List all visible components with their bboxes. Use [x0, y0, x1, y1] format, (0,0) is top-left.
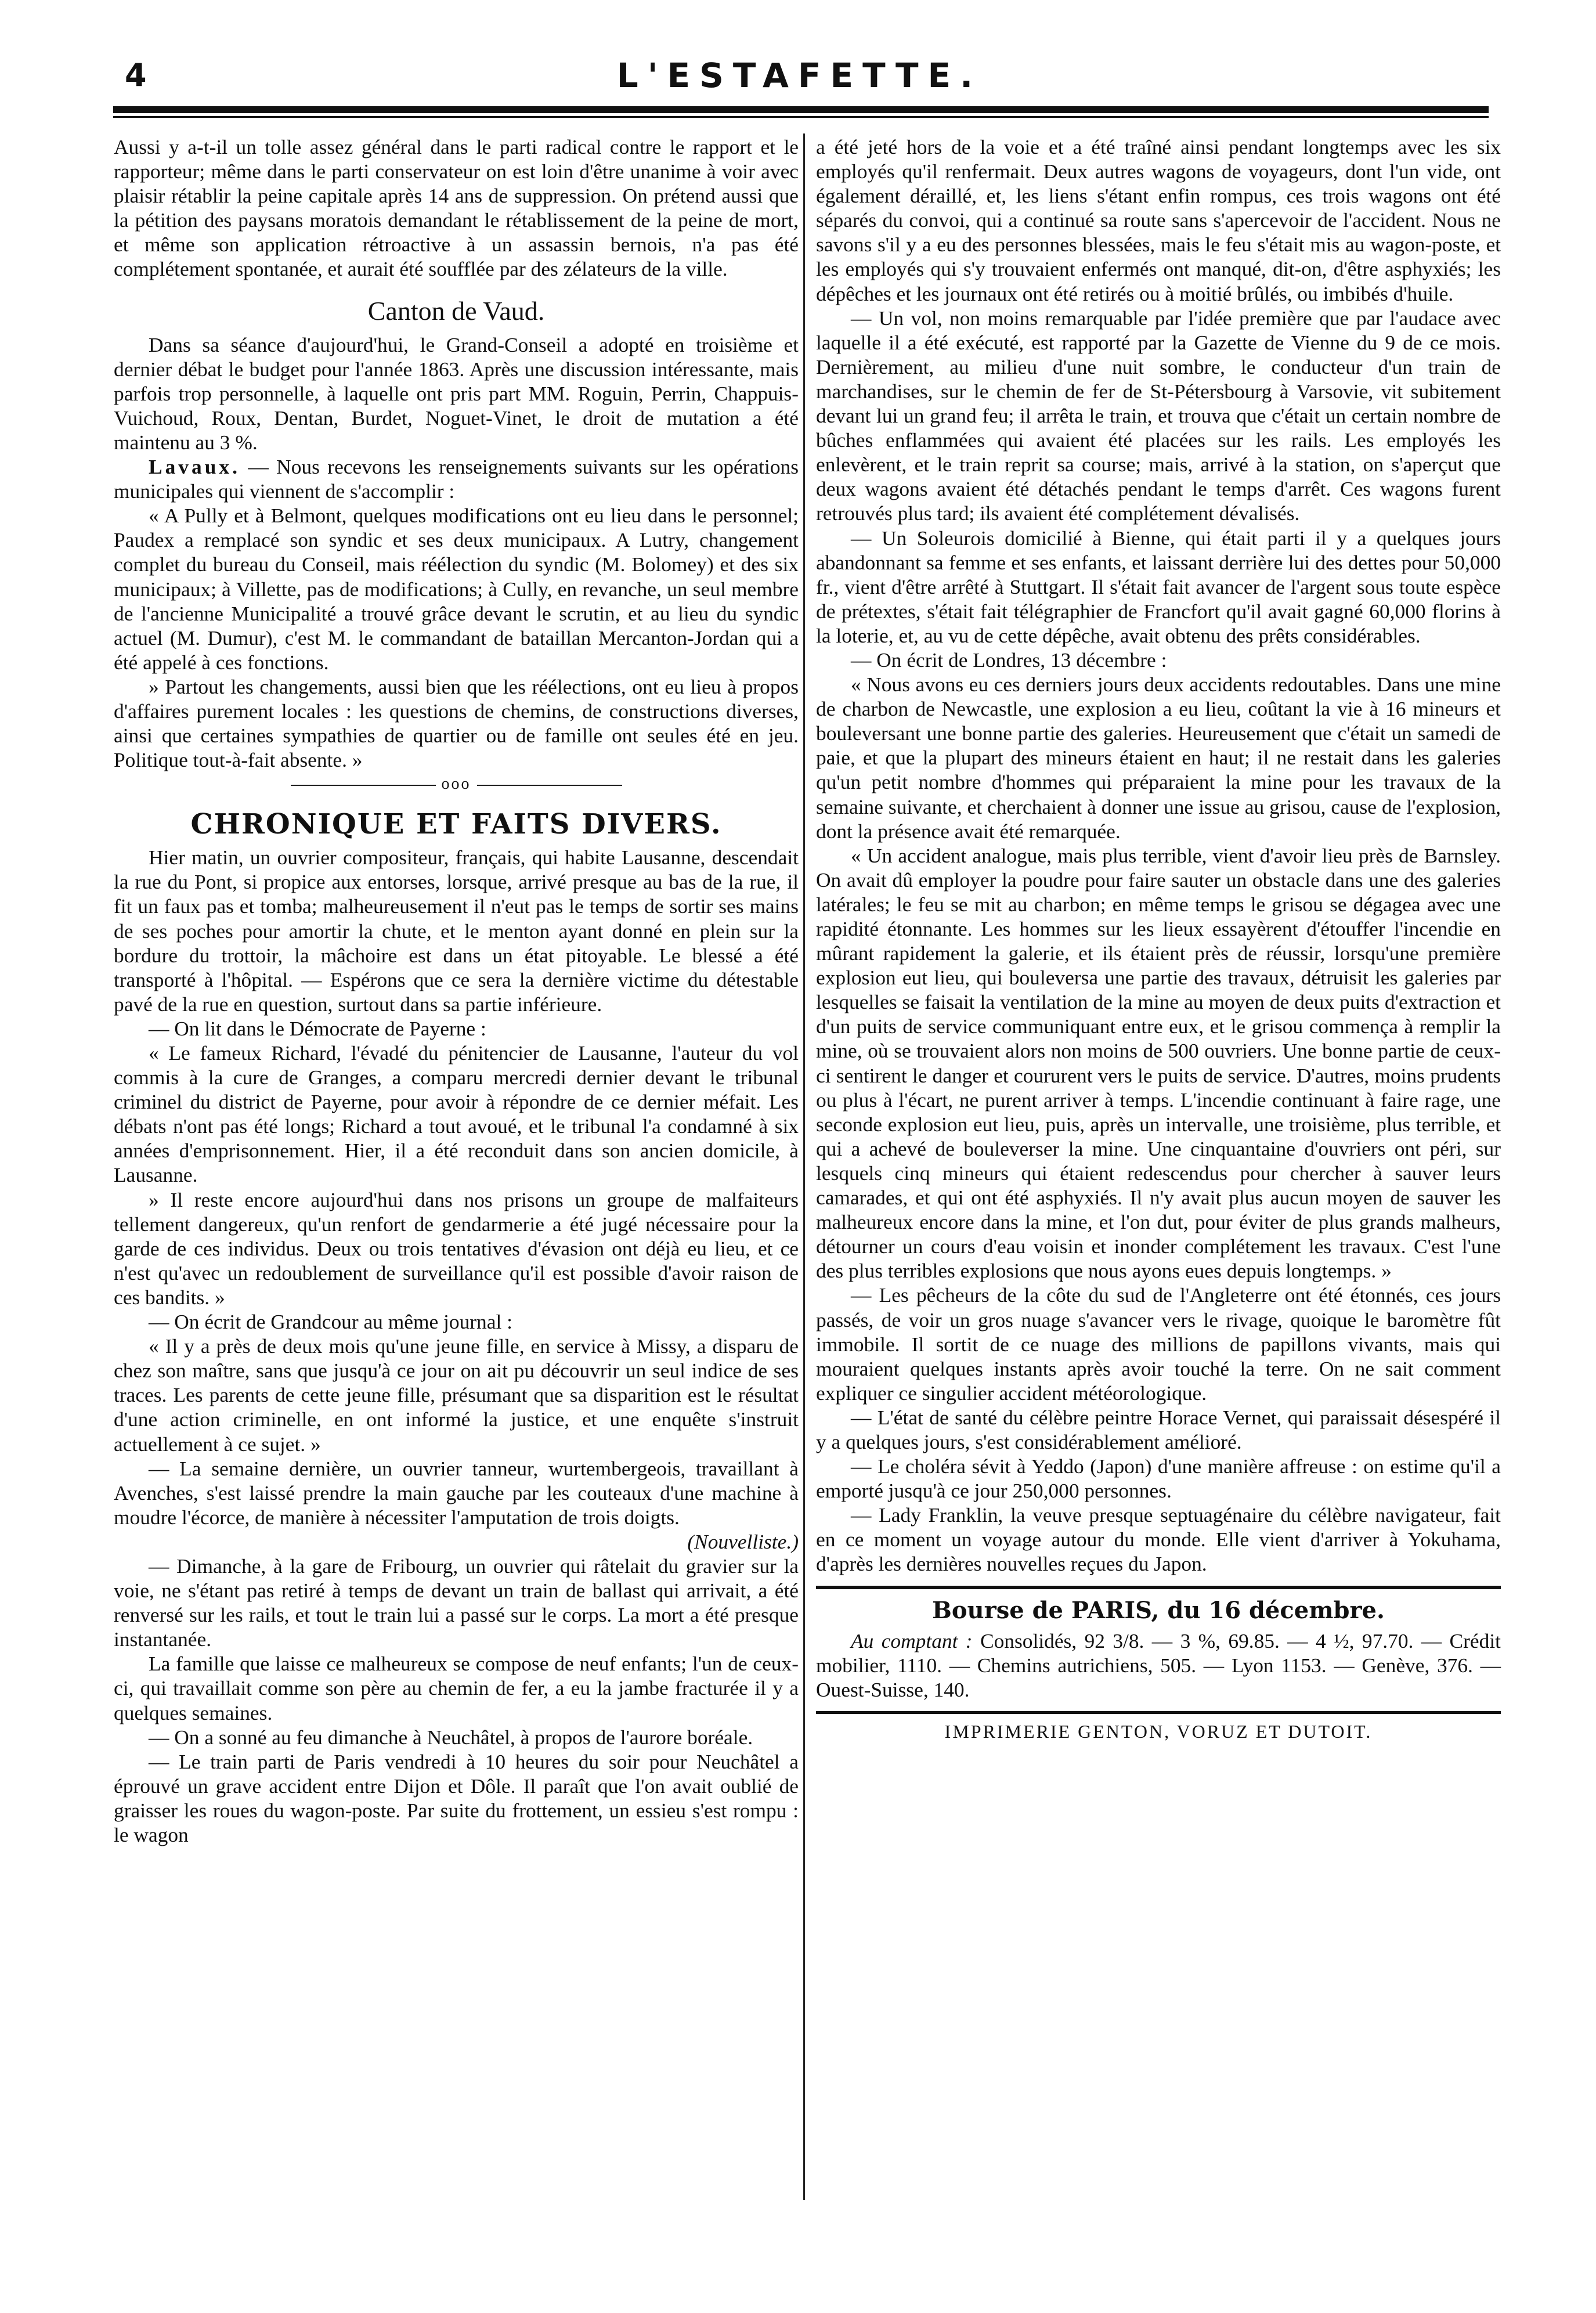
- article-paragraph: — On écrit de Londres, 13 décembre :: [851, 648, 1167, 672]
- article-paragraph: — On a sonné au feu dimanche à Neuchâtel, à propos de l'aurore boréale.: [149, 1725, 753, 1749]
- bourse-rule-top: [816, 1586, 1501, 1589]
- dateline-lavaux: Lavaux.: [149, 455, 240, 479]
- article-paragraph: — Lady Franklin, la veuve presque septuagénaire du célèbre navigateur, fait en ce moment un voyage autour du monde. Elle vient d'arriver à Yokuhama, d'après les dernières nouvelles reçues du Japon.: [816, 1503, 1501, 1576]
- page-number: 4: [125, 57, 147, 93]
- source-credit: (Nouvelliste.): [687, 1529, 799, 1553]
- section-title-chronique: CHRONIQUE ET FAITS DIVERS.: [190, 808, 722, 841]
- article-paragraph: Dans sa séance d'aujourd'hui, le Grand-Conseil a adopté en troisième et dernier débat le budget pour l'année 1863. Après une discussion intéressante, mais parfois trop personnelle, à laquelle ont pris part MM. Roguin, Perrin, Chappuis-Vuichoud, Roux, Dentan, Burdet, Noguet-Vinet, le droit de mutation a été maintenu au 3 %.: [114, 333, 799, 454]
- bourse-values: Consolidés, 92 3/8. — 3 %, 69.85. — 4 ½, 97.70. — Crédit mobilier, 1110. — Chemins autrichiens, 505. — Lyon 1153. — Genève, 376. — Ouest-Suisse, 140.: [816, 1629, 1501, 1701]
- page-header: [119, 55, 1480, 107]
- article-paragraph-lavaux: [114, 454, 799, 503]
- article-paragraph: Hier matin, un ouvrier compositeur, français, qui habite Lausanne, descendait la rue du Pont, si propice aux entorses, lorsque, arrivé presque au bas de la rue, il fit un faux pas et tomba; malheureusement il n'eut pas le temps de sortir ses mains de ses poches pour amortir la chute, et le menton ayant donné en plein sur la bordure du trottoir, la mâchoire est dans un état pitoyable. Le blessé a été transporté à l'hôpital. — Espérons que ce sera la dernière victime du détestable pavé de la rue en question, surtout dans sa partie inférieure.: [114, 846, 799, 1016]
- bourse-rule-bottom: [816, 1711, 1501, 1714]
- article-paragraph: — On écrit de Grandcour au même journal :: [149, 1310, 512, 1334]
- article-paragraph: La famille que laisse ce malheureux se compose de neuf enfants; l'un de ceux-ci, qui travaillait comme son père au chemin de fer, a eu la jambe fracturée il y a quelques semaines.: [114, 1652, 799, 1724]
- article-paragraph: — Un vol, non moins remarquable par l'idée première que par l'audace avec laquelle il a été exécuté, est rapporté par la Gazette de Vienne du 9 de ce mois. Dernièrement, au milieu d'une nuit sombre, le conducteur d'un train de marchandises, sur le chemin de fer de St-Pétersbourg à Varsovie, vit subitement devant lui un grand feu; il arrêta le train, et trouva que c'était un certain nombre de bûches enflammées qui avaient été placées sur les rails. Les employés les enlevèrent, et le train reprit sa course; mais, arrivé à la station, on s'aperçut que deux wagons avaient été détachés pendant le temps d'arrêt. Ces wagons furent retrouvés plus tard; ils avaient été complétement dévalisés.: [816, 306, 1501, 525]
- article-paragraph: Aussi y a-t-il un tolle assez général dans le parti radical contre le rapport et le rapporteur; même dans le parti conservateur on est loin d'être unanime à voir avec plaisir rétablir la peine capitale après 14 ans de suppression. On prétend aussi que la pétition des paysans moratois demandant le rétablissement de la peine de mort, et même son application rétroactive à un assassin bernois, n'a pas été complétement spontanée, et aurait été soufflée par des zélateurs de la ville.: [114, 135, 799, 281]
- article-paragraph-tanneur: [114, 1456, 799, 1553]
- article-paragraph: « A Pully et à Belmont, quelques modifications ont eu lieu dans le personnel; Paudex a remplacé son syndic et ses deux municipaux. A Lutry, changement complet du bureau du Conseil, mais réélection du syndic (M. Bolomey) et des six municipaux; à Villette, pas de modifications; à Cully, en revanche, un seul membre de l'ancienne Municipalité a trouvé grâce devant le scrutin, et au lieu du syndic actuel (M. Dumur), c'est M. le commandant de bataillan Mercanton-Jordan qui a été appelé à ces fonctions.: [114, 504, 799, 674]
- article-paragraph: — On lit dans le Démocrate de Payerne :: [149, 1016, 486, 1040]
- printer-imprint: IMPRIMERIE GENTON, VORUZ ET DUTOIT.: [944, 1720, 1373, 1742]
- bourse-quotes: [816, 1629, 1501, 1702]
- right-column: [816, 135, 1501, 1744]
- article-paragraph: « Un accident analogue, mais plus terrible, vient d'avoir lieu près de Barnsley. On avait dû employer la poudre pour faire sauter un obstacle dans une des galeries latérales; le feu se mit au charbon; en même temps le grisou se dégagea avec une rapidité étonnante. Les hommes sur les lieux essayèrent d'étouffer l'incendie en mûrant rapidement la galerie, et ils étaient près de réussir, lorsqu'une première explosion eut lieu, qui bouleversa une partie des travaux, détruisit les galeries par lesquelles se faisait la ventilation de la mine au moyen de deux puits d'extraction et d'un puits de service communiquant entre eux, et le grisou commença à remplir la mine, où se trouvaient alors non moins de 500 ouvriers. Une bonne partie de ceux-ci sentirent le danger et coururent vers le puits de service. D'autres, moins prudents ou plus à l'écart, ne purent arriver à temps. L'incendie continuant à faire rage, une seconde explosion eut lieu, puis, après un intervalle, une troisième, plus terrible, et qui a achevé de bouleverser la mine. Une cinquantaine d'ouvriers ont péri, sur lesquels cinq mineurs qui étaient redescendus pour chercher à sauver leurs camarades, et qui ont été asphyxiés. Il n'y avait plus aucun moyen de sauver les malheureux encore dans la mine, et l'on dut, pour éviter de plus grands malheurs, détourner un cours d'eau voisin et inonder complétement les travaux. C'est l'une des plus terribles explosions que nous ayons eues depuis longtemps. »: [816, 843, 1501, 1283]
- article-paragraph: — Les pêcheurs de la côte du sud de l'Angleterre ont été étonnés, ces jours passés, de voir un gros nuage s'avancer vers le rivage, quoique le baromètre fût immobile. Il sortit de ce nuage des millions de papillons vivants, mais qui mouraient quelques instants après avoir touché la terre. On ne sait comment expliquer ce singulier accident météorologique.: [816, 1283, 1501, 1405]
- fleuron-divider: ooo: [114, 774, 799, 794]
- paragraph-text: — La semaine dernière, un ouvrier tanneur, wurtembergeois, travaillant à Avenches, s'est laissé prendre la main gauche par les couteaux d'une machine à moudre l'écorce, de manière à nécessiter l'amputation de trois doigts.: [114, 1456, 799, 1529]
- article-paragraph: » Partout les changements, aussi bien que les réélections, ont eu lieu à propos d'affaires purement locales : les questions de chemins, de constructions diverses, ainsi que certaines sympathies de quartier ou de famille ont seules été en jeu. Politique tout-à-fait absente. »: [114, 674, 799, 772]
- section-title-canton-de-vaud: Canton de Vaud.: [367, 295, 545, 326]
- masthead-title: L'ESTAFETTE.: [616, 56, 983, 95]
- left-column: [114, 135, 799, 1847]
- article-paragraph: — Le choléra sévit à Yeddo (Japon) d'une manière affreuse : on estime qu'il a emporté jusqu'à ce jour 250,000 personnes.: [816, 1455, 1501, 1503]
- article-paragraph: « Nous avons eu ces derniers jours deux accidents redoutables. Dans une mine de charbon de Newcastle, une explosion a eu lieu, coûtant la vie à 16 mineurs et bouleversant une bonne partie des galeries. Heureusement que c'était un samedi de paie, et que la plupart des mineurs étaient en haut; il ne restait dans les galeries qu'un petit nombre d'hommes qui préparaient la mine pour les travaux de la semaine suivante, et cherchaient à donner une issue au grisou, cause de l'explosion, dont la présence avait été remarquée.: [816, 673, 1501, 843]
- article-paragraph: — L'état de santé du célèbre peintre Horace Vernet, qui paraissait désespéré il y a quelques jours, s'est considérablement amélioré.: [816, 1405, 1501, 1453]
- article-paragraph: — Dimanche, à la gare de Fribourg, un ouvrier qui râtelait du gravier sur la voie, ne s'étant pas retiré à temps de devant un train de ballast qui arrivait, a été renversé sur les rails, et tout le train lui a passé sur le corps. La mort a été presque instantanée.: [114, 1554, 799, 1651]
- article-paragraph: — Le train parti de Paris vendredi à 10 heures du soir pour Neuchâtel a éprouvé un grave accident entre Dijon et Dôle. Il paraît que l'on avait oublié de graisser les roues du wagon-poste. Par suite du frottement, un essieu s'est rompu : le wagon: [114, 1749, 799, 1846]
- header-rule-thin: [113, 116, 1489, 118]
- bourse-title: Bourse de PARIS, du 16 décembre.: [932, 1596, 1385, 1624]
- column-divider: [803, 133, 805, 2200]
- article-paragraph: » Il reste encore aujourd'hui dans nos prisons un groupe de malfaiteurs tellement dangereux, qu'un renfort de gendarmerie a été jugé nécessaire pour la garde de ces individus. Deux ou trois tentatives d'évasion ont déjà eu lieu, et ce n'est qu'avec un redoublement de surveillance qu'il est possible d'avoir raison de ces bandits. »: [114, 1188, 799, 1309]
- paragraph-text: — Nous recevons les renseignements suivants sur les opérations municipales qui viennent de s'accomplir :: [114, 455, 799, 503]
- article-paragraph: « Il y a près de deux mois qu'une jeune fille, en service à Missy, a disparu de chez son maître, sans que jusqu'à ce jour on ait pu découvrir un seul indice de ses traces. Les parents de cette jeune fille, présumant que sa disparition est le résultat d'une action criminelle, en ont informé la justice, et une enquête s'instruit actuellement à ce sujet. »: [114, 1334, 799, 1456]
- article-paragraph: — Un Soleurois domicilié à Bienne, qui était parti il y a quelques jours abandonnant sa femme et ses enfants, et laissant derrière lui des dettes pour 50,000 fr., vient d'être arrêté à Stuttgart. Il s'était fait avancer de l'argent sous toute espèce de prétextes, s'était fait télégraphier de Francfort qu'il avait gagné 60,000 florins à la loterie, et, au vu de cette dépêche, avait obtenu des prêts considérables.: [816, 526, 1501, 647]
- header-rule-thick: [113, 106, 1489, 113]
- article-paragraph: a été jeté hors de la voie et a été traîné ainsi pendant longtemps avec les six employés qu'il renfermait. Deux autres wagons de voyageurs, dont l'un vide, ont également déraillé, et, les liens s'étant enfin rompus, ces trois wagons ont été séparés du convoi, qui a continué sa route sans s'apercevoir de l'accident. Nous ne savons s'il y a eu des personnes blessées, mais le feu s'était mis au wagon-poste, et les employés qui s'y trouvaient enfermés ont manqué, dit-on, d'être asphyxiés; les dépêches et les journaux ont été retirés ou à moitié brûlés, ou imbibés d'huile.: [816, 135, 1501, 305]
- bourse-label: Au comptant :: [851, 1629, 973, 1652]
- article-paragraph: « Le fameux Richard, l'évadé du pénitencier de Lausanne, l'auteur du vol commis à la cure de Granges, a comparu mercredi dernier devant le tribunal criminel du district de Payerne, pour avoir à répondre de ce dernier méfait. Les débats n'ont pas été longs; Richard a tout avoué, et le tribunal l'a condamné à six années d'emprisonnement. Hier, il a été reconduit dans son ancien domicile, à Lausanne.: [114, 1041, 799, 1187]
